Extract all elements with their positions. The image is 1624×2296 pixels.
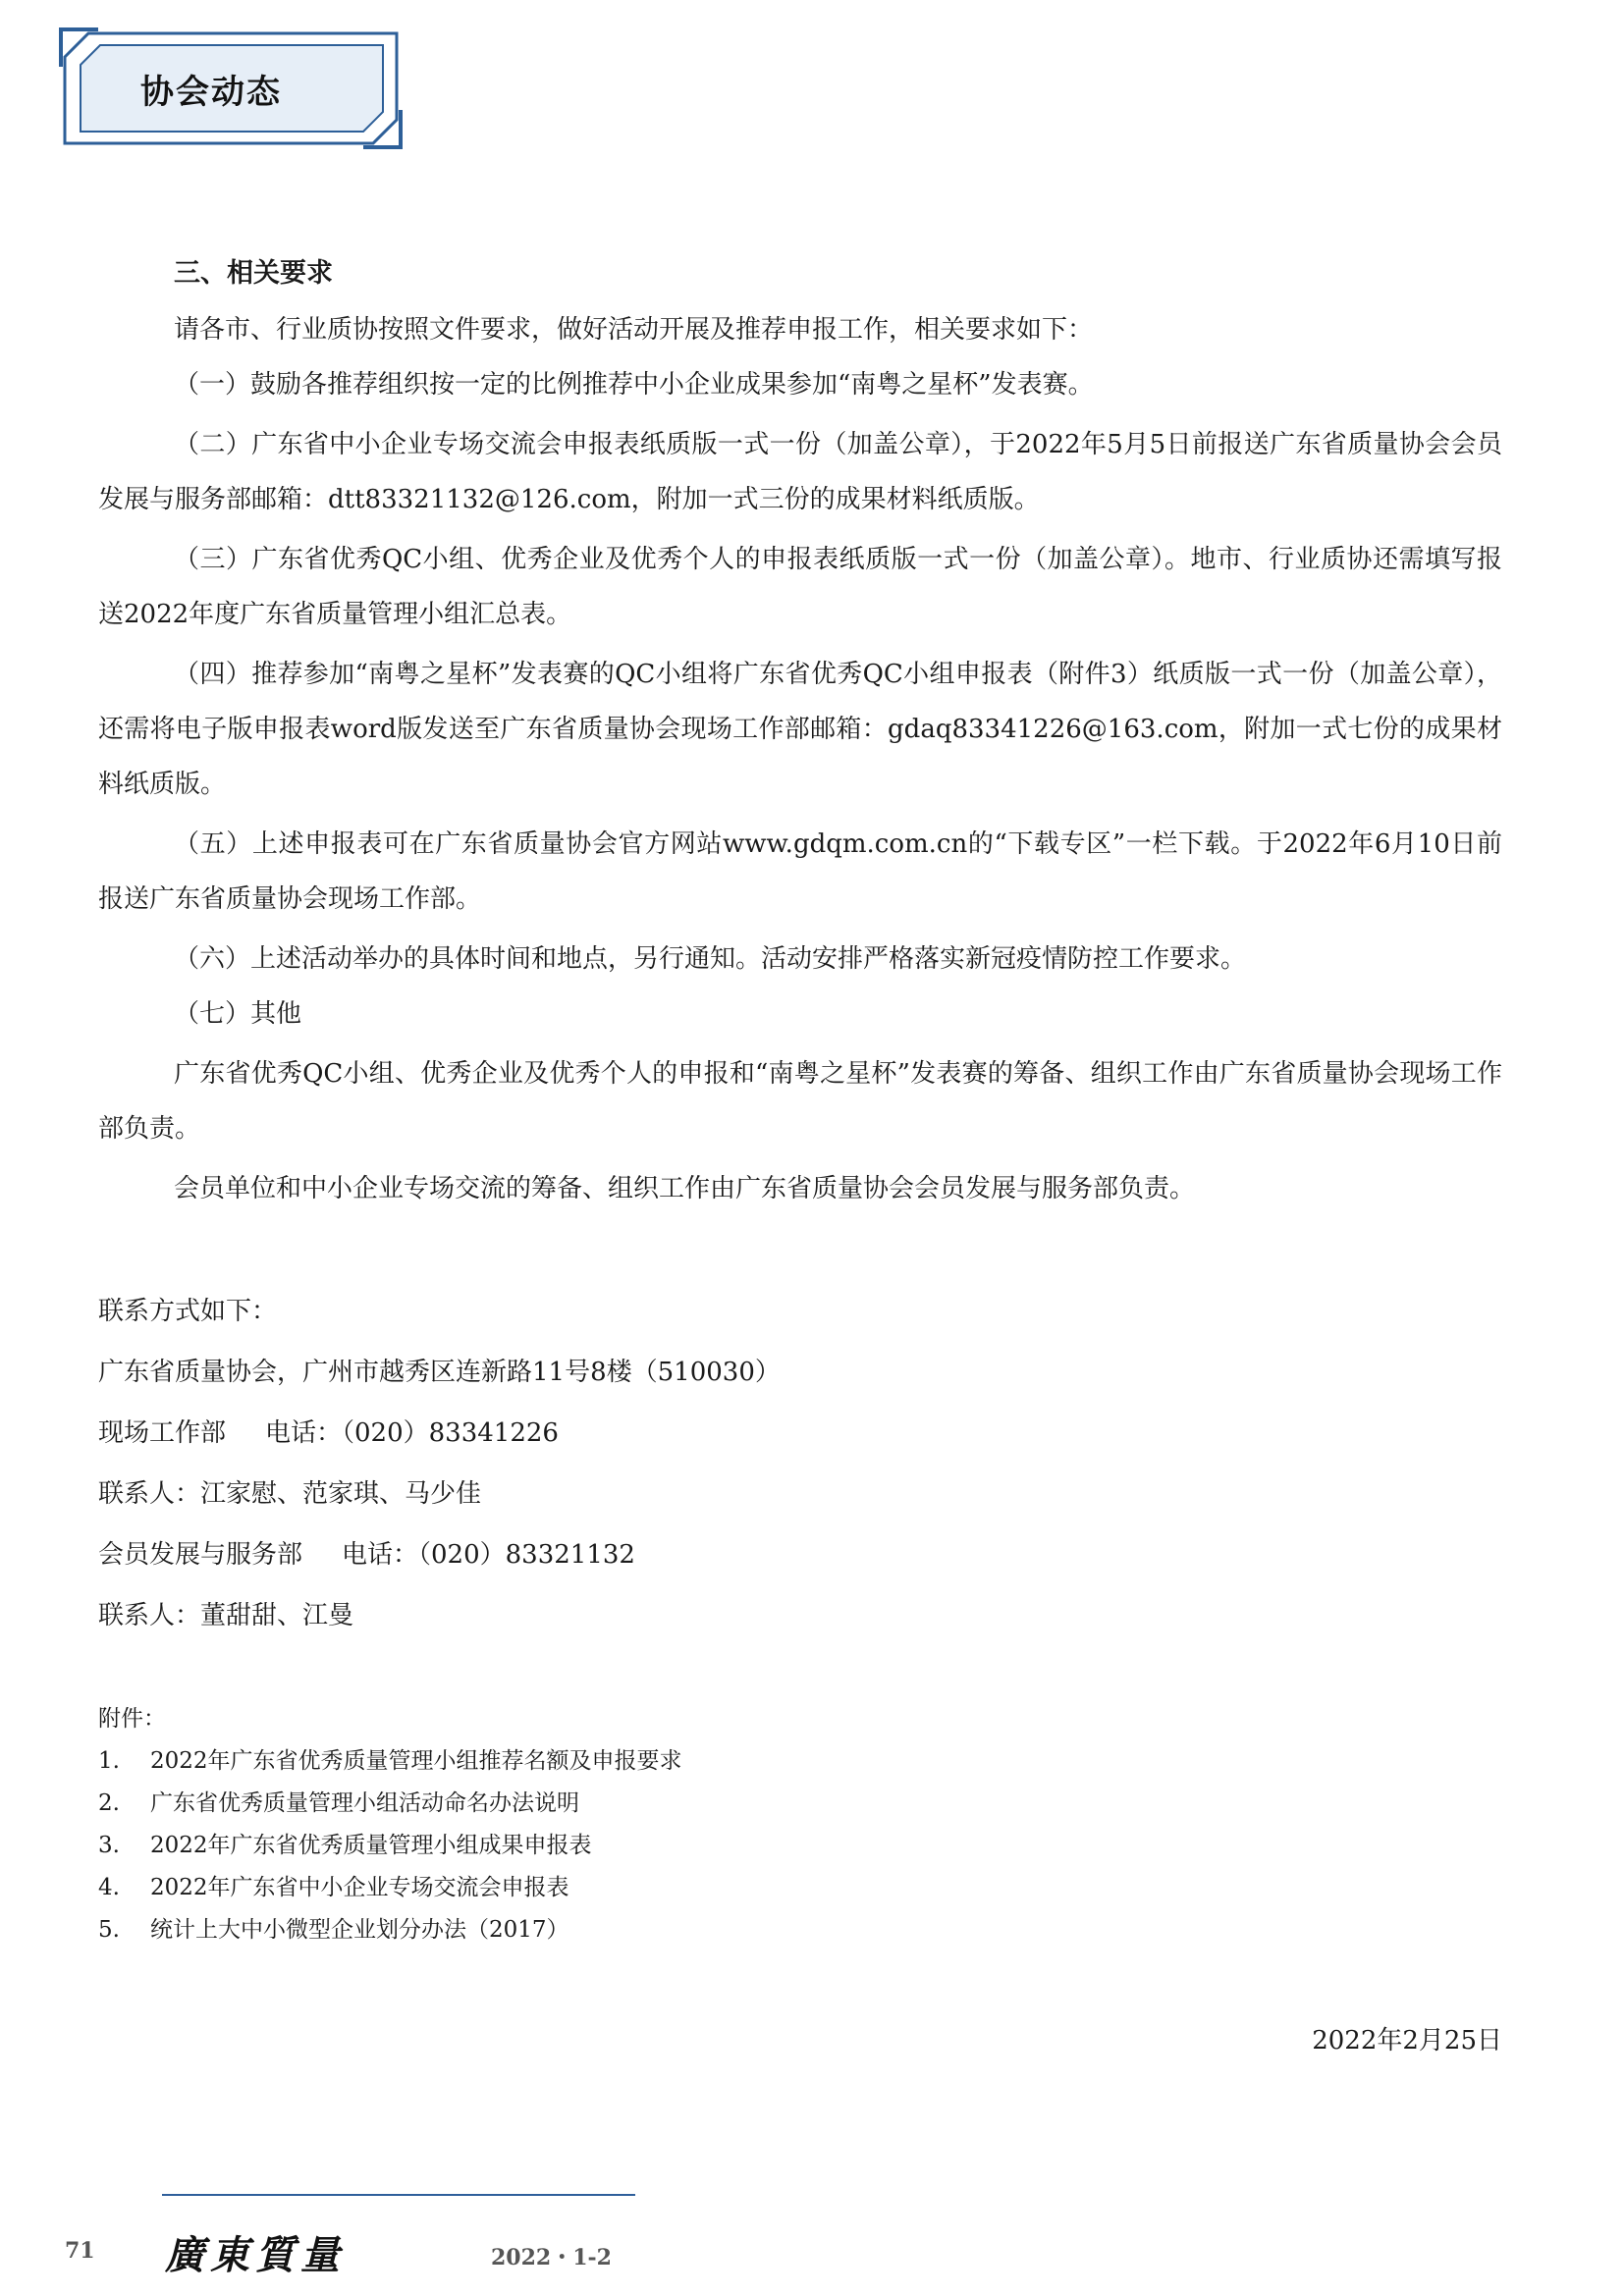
dept-phone: 电话：（020）83341226 xyxy=(265,1418,559,1448)
contact-address: 广东省质量协会，广州市越秀区连新路11号8楼（510030） xyxy=(98,1358,781,1387)
dept-name: 会员发展与服务部 xyxy=(98,1540,303,1570)
attachments-label: 附件： xyxy=(98,1706,166,1732)
list-item xyxy=(98,1740,1502,1783)
paragraph-other-1: 广东省优秀QC小组、优秀企业及优秀个人的申报和“南粤之星杯”发表赛的筹备、组织工作由广东省质量协会现场工作部负责。 xyxy=(98,1059,1502,1144)
paragraph-other-2: 会员单位和中小企业专场交流的筹备、组织工作由广东省质量协会会员发展与服务部负责。 xyxy=(174,1174,1196,1203)
dept-phone: 电话：（020）83321132 xyxy=(342,1540,635,1570)
contact-intro: 联系方式如下： xyxy=(98,1297,278,1326)
list-item xyxy=(98,1783,1502,1825)
magazine-logo-title: 廣東質量 xyxy=(165,2232,346,2278)
section-badge xyxy=(59,27,403,149)
section-badge-label: 协会动态 xyxy=(140,72,282,112)
attachments xyxy=(98,1698,1502,1951)
paragraph-item-5: （五）上述申报表可在广东省质量协会官方网站www.gdqm.com.cn的“下载专区”一栏下载。于2022年6月10日前报送广东省质量协会现场工作部。 xyxy=(98,829,1502,914)
page-number: 71 xyxy=(65,2238,95,2264)
list-item-text: 2022年广东省优秀质量管理小组推荐名额及申报要求 xyxy=(150,1748,682,1774)
list-item-number: 2. xyxy=(98,1790,120,1816)
list-item xyxy=(98,1825,1502,1867)
paragraph-item-2: （二）广东省中小企业专场交流会申报表纸质版一式一份（加盖公章），于2022年5月5日前报送广东省质量协会会员发展与服务部邮箱：dtt83321132@126.com，附加一式三份的成果材料纸质版。 xyxy=(98,430,1502,514)
dept-name: 现场工作部 xyxy=(98,1418,227,1448)
contact-info xyxy=(98,1281,1502,1646)
paragraph-item-6: （六）上述活动举办的具体时间和地点，另行通知。活动安排严格落实新冠疫情防控工作要求。 xyxy=(174,944,1247,974)
contact-people-member: 联系人：董甜甜、江曼 xyxy=(98,1601,354,1630)
list-item-text: 统计上大中小微型企业划分办法（2017） xyxy=(150,1917,569,1943)
list-item xyxy=(98,1909,1502,1951)
contact-dept-onsite xyxy=(98,1403,1502,1464)
footer-divider xyxy=(162,2194,635,2196)
contact-people-onsite: 联系人：江家慰、范家琪、马少佳 xyxy=(98,1479,482,1509)
document-date: 2022年2月25日 xyxy=(1312,2026,1502,2056)
list-item-number: 4. xyxy=(98,1875,120,1900)
list-item-number: 1. xyxy=(98,1748,120,1774)
paragraph-item-7: （七）其他 xyxy=(174,999,302,1029)
paragraph-item-4: （四）推荐参加“南粤之星杯”发表赛的QC小组将广东省优秀QC小组申报表（附件3）纸质版一式一份（加盖公章），还需将电子版申报表word版发送至广东省质量协会现场工作部邮箱：gdaq83341226@163.com，附加一式七份的成果材料纸质版。 xyxy=(98,660,1502,799)
issue-number: 2022・1-2 xyxy=(491,2245,612,2270)
paragraph-item-1: （一）鼓励各推荐组织按一定的比例推荐中小企业成果参加“南粤之星杯”发表赛。 xyxy=(174,370,1094,400)
list-item-number: 3. xyxy=(98,1833,120,1858)
section-heading: 三、相关要求 xyxy=(174,258,333,289)
paragraph-intro: 请各市、行业质协按照文件要求，做好活动开展及推荐申报工作，相关要求如下： xyxy=(174,315,1094,345)
list-item-number: 5. xyxy=(98,1917,120,1943)
list-item xyxy=(98,1867,1502,1909)
contact-dept-member xyxy=(98,1524,1502,1585)
paragraph-item-3: （三）广东省优秀QC小组、优秀企业及优秀个人的申报表纸质版一式一份（加盖公章）。地市、行业质协还需填写报送2022年度广东省质量管理小组汇总表。 xyxy=(98,545,1502,629)
list-item-text: 广东省优秀质量管理小组活动命名办法说明 xyxy=(150,1790,579,1816)
requirements-section xyxy=(98,245,1502,1216)
list-item-text: 2022年广东省中小企业专场交流会申报表 xyxy=(150,1875,569,1900)
list-item-text: 2022年广东省优秀质量管理小组成果申报表 xyxy=(150,1833,592,1858)
